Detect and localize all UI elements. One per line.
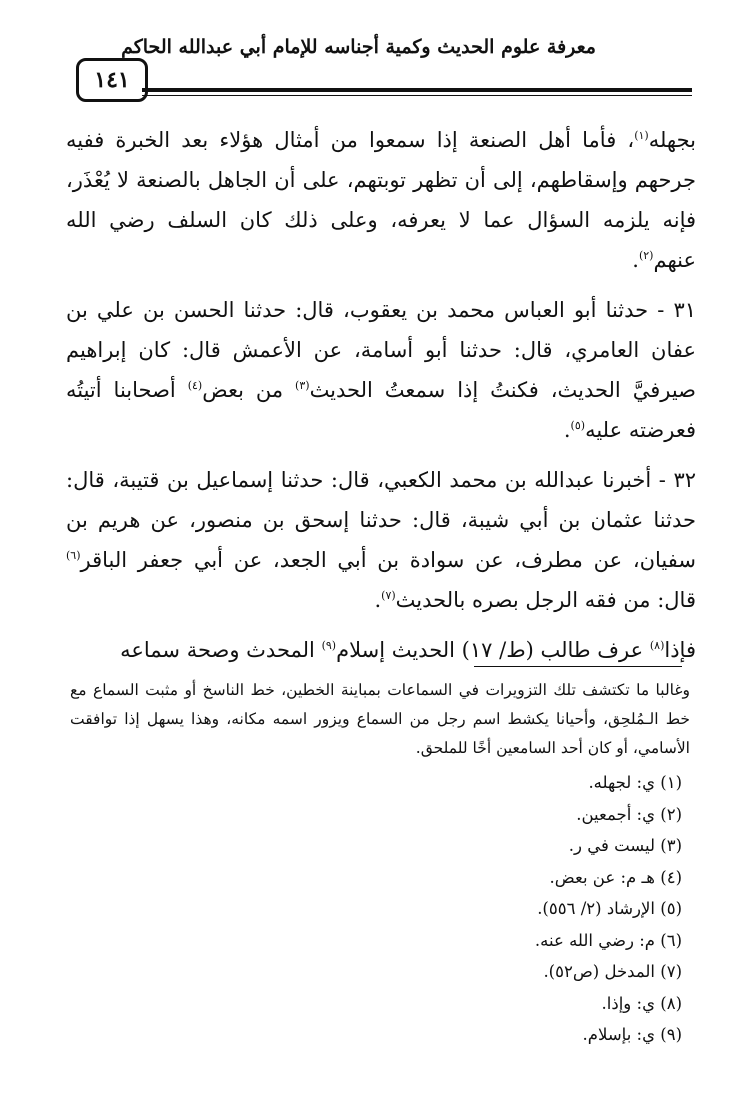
footnote-marker: (٦) bbox=[66, 549, 81, 562]
text-run: المحدث وصحة سماعه bbox=[120, 638, 322, 662]
footnote-marker: (٧) bbox=[381, 589, 396, 602]
text-run: قال: من فقه الرجل بصره بالحديث bbox=[395, 588, 696, 612]
footnote-marker: (٤) bbox=[187, 379, 203, 392]
text-run: . bbox=[563, 418, 571, 442]
footnote-item: (٥) الإرشاد (٢/ ٥٥٦). bbox=[537, 899, 682, 918]
text-run: ٣١ - حدثنا أبو العباس محمد بن يعقوب، قال: حدثنا الحسن بن علي بن عفان العامري، قال: حدثنا أبو أسامة، عن الأعمش قال: كان إبراهيم صيرفيَّ الحديث، فكنتُ إذا سمعتُ الحديث bbox=[66, 298, 696, 402]
footnote-marker: (٩) bbox=[321, 639, 337, 652]
paragraph-hadith-32 bbox=[66, 460, 696, 620]
text-run: . bbox=[632, 248, 639, 272]
footnote-marker: (٥) bbox=[570, 419, 586, 432]
footnote-item: (٩) ي: بإسلام. bbox=[582, 1025, 682, 1044]
paragraph-4 bbox=[66, 630, 696, 670]
footnote-item: (٦) م: رضي الله عنه. bbox=[534, 930, 682, 950]
footnote-item: (٨) ي: وإذا. bbox=[601, 993, 682, 1013]
footnote-separator bbox=[474, 666, 682, 667]
text-run: عرف طالب (ط/ ١٧) الحديث إسلام bbox=[336, 638, 650, 662]
text-run: ، فأما أهل الصنعة إذا سمعوا من أمثال هؤلاء بعد الخبرة ففيه جرحهم وإسقاطهم، إلى أن تظهر توبتهم، على أن الجاهل بالصنعة لا يُعْذَر، فإنه يلزمه السؤال عما لا يعرفه، وعلى ذلك كان السلف رضي الله عنهم bbox=[66, 128, 696, 272]
text-run: ٣٢ - أخبرنا عبدالله بن محمد الكعبي، قال: حدثنا إسماعيل بن قتيبة، قال: حدثنا عثمان بن أبي شيبة، قال: حدثنا إسحق بن منصور، عن هريم بن سفيان، عن مطرف، عن سوادة بن أبي الجعد، عن أبي جعفر الباقر bbox=[66, 468, 696, 572]
main-text bbox=[66, 120, 696, 670]
footnote-continuation: وغالبا ما تكتشف تلك التزويرات في السماعات بمباينة الخطين، خط الناسخ أو مثبت السماع مع خط الـمُلحِق، وأحيانا يكشط اسم رجل من السماع ويزور اسمه مكانه، وهذا يسهل إذا توافقت الأسامي، أو كان أحد السامعين أخًا للملحق. bbox=[70, 681, 690, 757]
footnote-list bbox=[70, 767, 690, 1051]
paragraph-1 bbox=[66, 120, 696, 280]
footnote-marker: (١) bbox=[634, 129, 649, 142]
text-run: . bbox=[374, 588, 382, 612]
footnote-item: (٧) المدخل (ص٥٢). bbox=[543, 962, 682, 981]
page-number: ١٤١ bbox=[76, 58, 148, 102]
footnote-item: (٤) هـ م: عن بعض. bbox=[549, 867, 682, 887]
text-run: أصحابنا أتيتُه فعرضته عليه bbox=[66, 378, 696, 442]
footnote-item: (٢) ي: أجمعين. bbox=[576, 804, 682, 824]
text-run: فإذا bbox=[664, 638, 696, 662]
paragraph-hadith-31 bbox=[66, 290, 696, 450]
footnotes bbox=[70, 676, 690, 1051]
footnote-marker: (٢) bbox=[638, 249, 654, 262]
text-run: بجهله bbox=[648, 128, 696, 152]
footnote-marker: (٣) bbox=[295, 379, 310, 392]
footnote-item: (٣) ليست في ر. bbox=[568, 836, 682, 855]
footnote-item: (١) ي: لجهله. bbox=[588, 773, 682, 792]
header-rule bbox=[142, 88, 692, 96]
running-header-title: معرفة علوم الحديث وكمية أجناسه للإمام أبي عبدالله الحاكم bbox=[121, 36, 596, 58]
footnote-marker: (٨) bbox=[649, 639, 665, 652]
text-run: من بعض bbox=[202, 378, 296, 402]
